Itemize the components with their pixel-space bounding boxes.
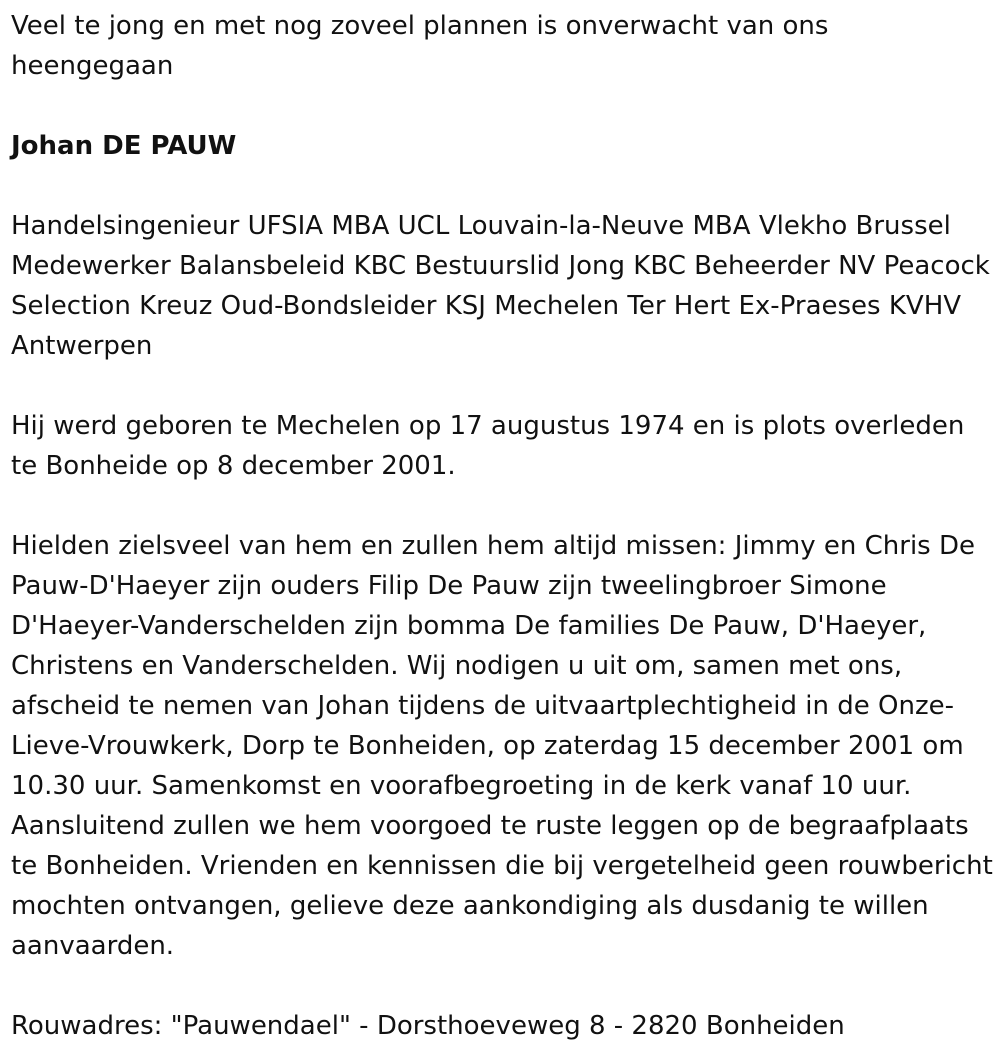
family-ceremony-paragraph: Hielden zielsveel van hem en zullen hem altijd missen: Jimmy en Chris De Pauw-D'Haeyer zijn ouders Filip De Pauw zijn tweelingbroer Simone D'Haeyer-Vanderschelden zijn bomma De families De Pauw, D'Haeyer, Christens en Vanderschelden. Wij nodigen u uit om, samen met ons, afscheid te nemen van Johan tijdens de uitvaartplechtigheid in de Onze-Lieve-Vrouwkerk, Dorp te Bonheiden, op zaterdag 15 december 2001 om 10.30 uur. Samenkomst en voorafbegroeting in de kerk vanaf 10 uur. Aansluitend zullen we hem voorgoed te ruste leggen op de begraafplaats te Bonheiden. Vrienden en kennissen die bij vergetelheid geen rouwbericht mochten ontvangen, gelieve deze aankondiging als dusdanig te willen aanvaarden. [11, 531, 993, 961]
birth-death-paragraph: Hij werd geboren te Mechelen op 17 augustus 1974 en is plots overleden te Bonheide op 8 december 2001. [11, 411, 965, 481]
intro-paragraph: Veel te jong en met nog zoveel plannen is onverwacht van ons heengegaan [11, 11, 829, 81]
mourning-address: Rouwadres: "Pauwendael" - Dorsthoeveweg 8 - 2820 Bonheiden [11, 1011, 845, 1041]
titles-paragraph: Handelsingenieur UFSIA MBA UCL Louvain-la-Neuve MBA Vlekho Brussel Medewerker Balansbeleid KBC Bestuurslid Jong KBC Beheerder NV Peacock Selection Kreuz Oud-Bondsleider KSJ Mechelen Ter Hert Ex-Praeses KVHV Antwerpen [11, 211, 990, 361]
obituary-notice [11, 6, 993, 1046]
deceased-name: Johan DE PAUW [11, 131, 237, 161]
